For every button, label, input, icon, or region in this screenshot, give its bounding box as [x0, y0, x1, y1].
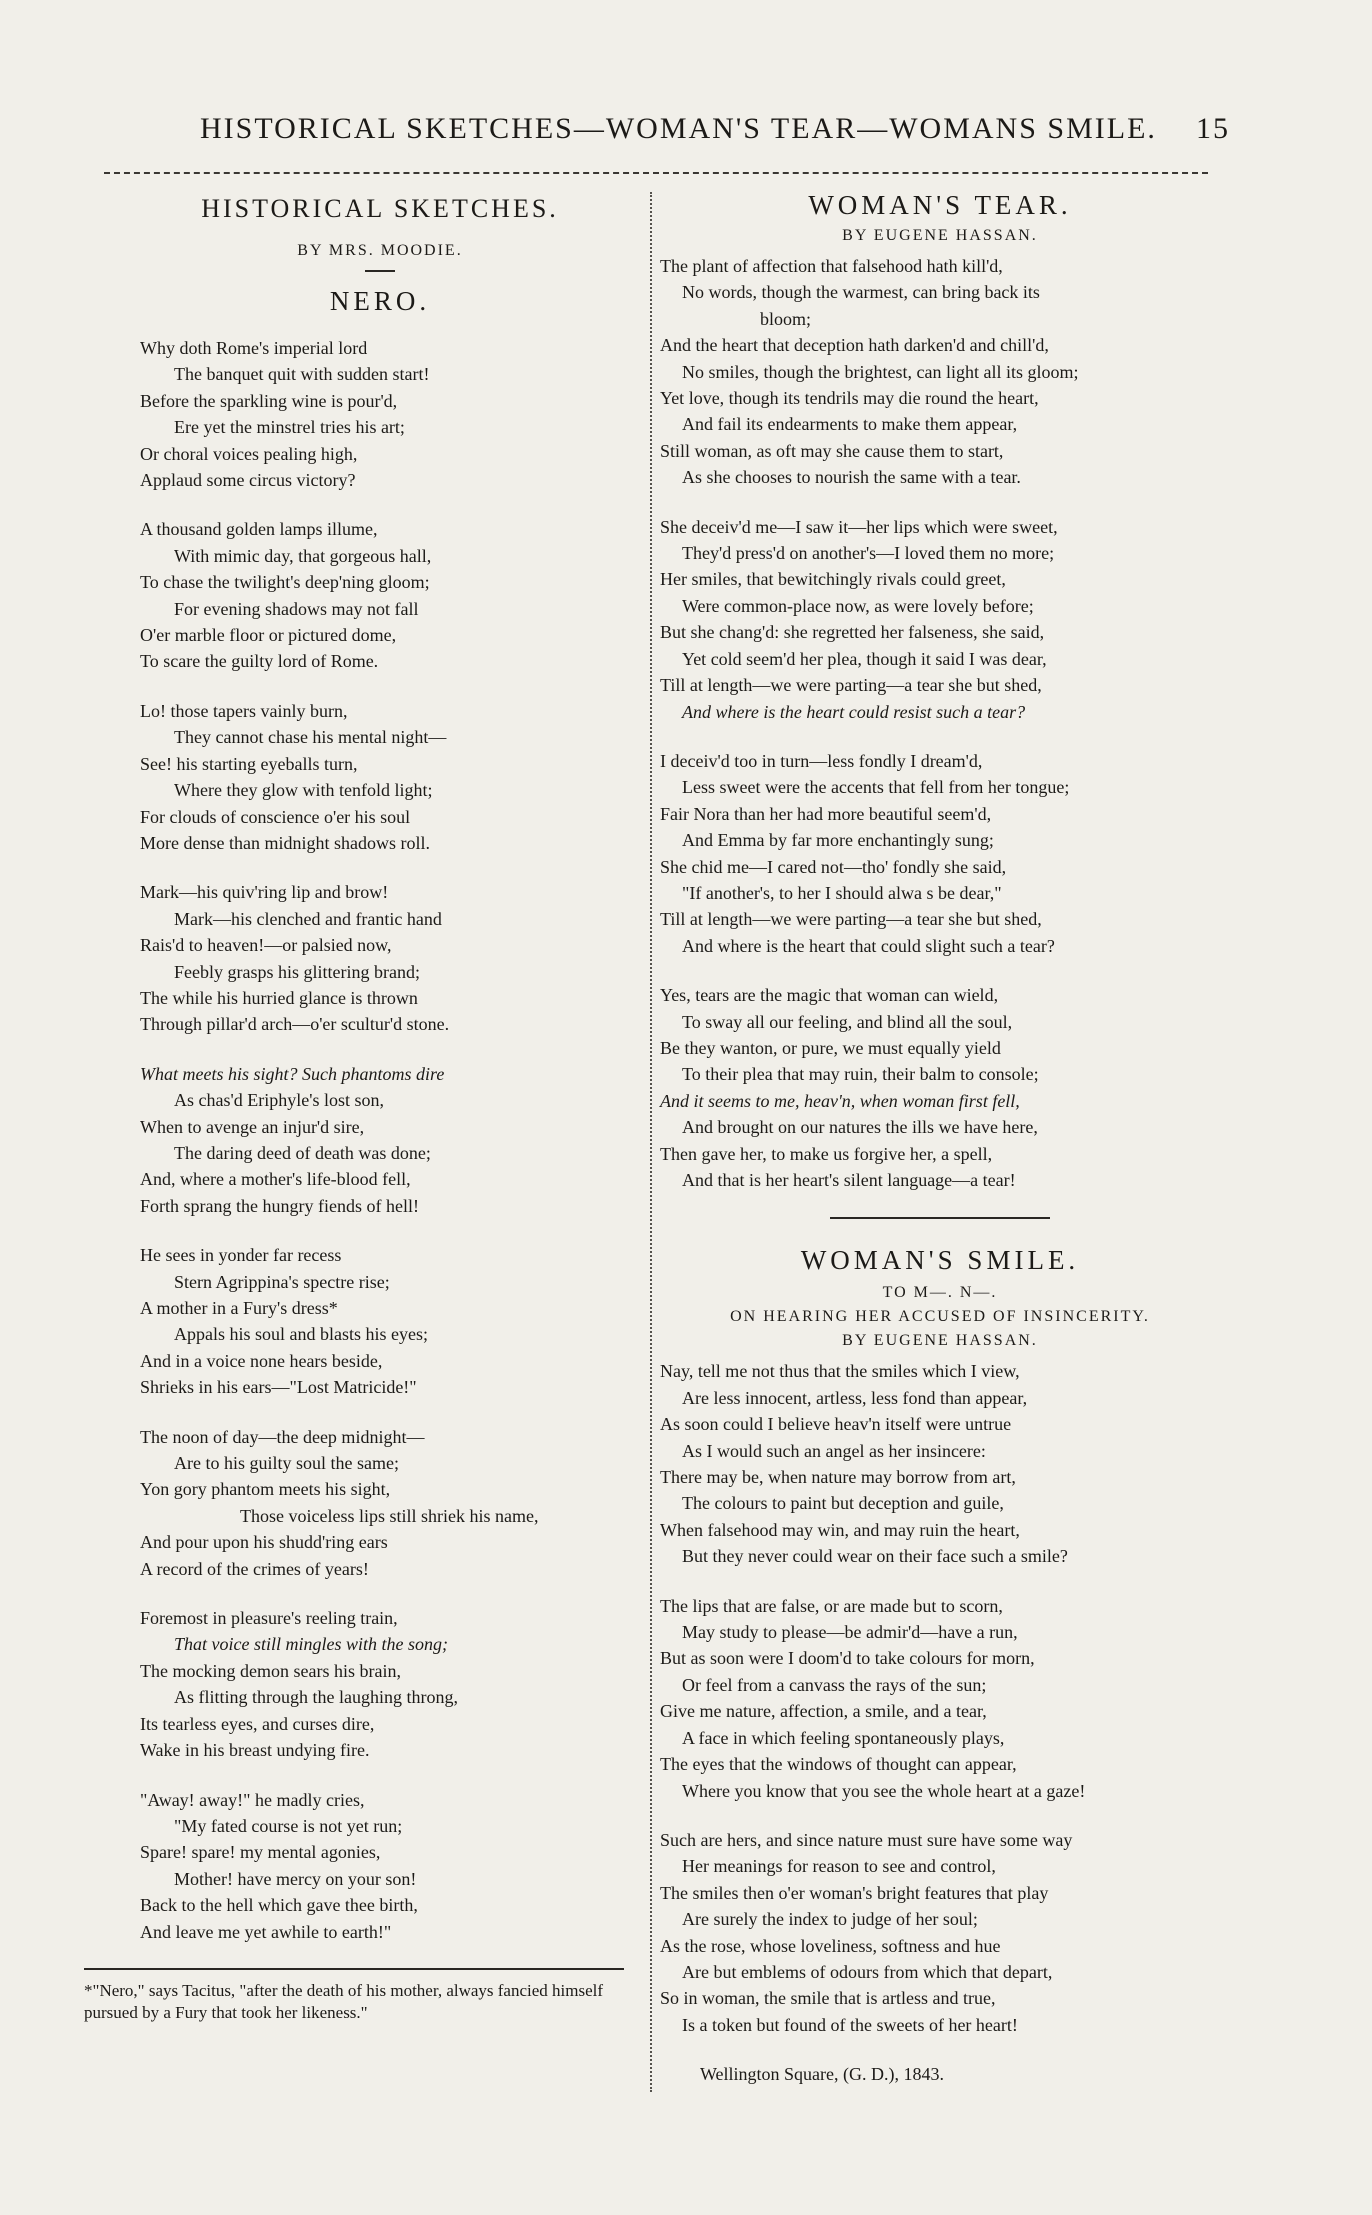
poem-line: And that is her heart's silent language—a tear! — [682, 1170, 1016, 1190]
footnote: *"Nero," says Tacitus, "after the death of his mother, always fancied himself pursued by a Fury that took her likeness." — [84, 1980, 604, 2022]
poem-title-womans-tear: WOMAN'S TEAR. — [808, 190, 1072, 220]
dedication: TO M—. N—. — [882, 1284, 998, 1302]
signature: Wellington Square, (G. D.), 1843. — [700, 2064, 945, 2085]
poem-line: Less sweet were the accents that fell from her tongue; — [682, 777, 1070, 798]
poem-line: So in woman, the smile that is artless and true, — [660, 1988, 996, 2009]
poem-line: As soon could I believe heav'n itself were untrue — [660, 1414, 1012, 1435]
stanza — [140, 335, 620, 493]
poem-line: "My fated course is not yet run; — [174, 1815, 403, 1836]
poem-line: She deceiv'd me—I saw it—her lips which were sweet, — [660, 516, 1058, 537]
poem-line: Still woman, as oft may she cause them to start, — [660, 440, 1004, 461]
poem-line: Where you know that you see the whole heart at a gaze! — [682, 1780, 1086, 1801]
poem-line: Back to the hell which gave thee birth, — [140, 1895, 418, 1916]
poem-line: Foremost in pleasure's reeling train, — [140, 1608, 398, 1629]
poem-line: When falsehood may win, and may ruin the heart, — [660, 1519, 1020, 1540]
stanza — [660, 748, 1220, 959]
poem-line: Lo! those tapers vainly burn, — [140, 700, 348, 721]
poem-line: And the heart that deception hath darken'd and chill'd, — [660, 335, 1049, 356]
poem-line: As chas'd Eriphyle's lost son, — [174, 1090, 384, 1111]
poem-line: The lips that are false, or are made but to scorn, — [660, 1595, 1003, 1616]
stanza — [660, 982, 1220, 1193]
poem-line: To their plea that may ruin, their balm to console; — [682, 1064, 1039, 1085]
poem-line: The daring deed of death was done; — [174, 1142, 431, 1163]
poem-line: For clouds of conscience o'er his soul — [140, 806, 411, 827]
poem-line: To chase the twilight's deep'ning gloom; — [140, 572, 430, 593]
poem-line: See! his starting eyeballs turn, — [140, 753, 358, 774]
poem-line: As I would such an angel as her insincere: — [682, 1440, 986, 1461]
poem-line: A thousand golden lamps illume, — [140, 519, 378, 540]
poem-line: Is a token but found of the sweets of her heart! — [682, 2014, 1018, 2035]
poem-line: Those voiceless lips still shriek his name, — [240, 1505, 539, 1526]
poem-line: Fair Nora than her had more beautiful seem'd, — [660, 803, 992, 824]
poem-title-womans-smile: WOMAN'S SMILE. — [800, 1245, 1080, 1276]
poem-line: When to avenge an injur'd sire, — [140, 1116, 365, 1137]
stanza — [140, 1605, 620, 1763]
poem-line: Appals his soul and blasts his eyes; — [174, 1324, 428, 1345]
poem-line: Then gave her, to make us forgive her, a spell, — [660, 1143, 993, 1164]
poem-line: And pour upon his shudd'ring ears — [140, 1532, 388, 1553]
poem-line: As flitting through the laughing throng, — [174, 1687, 458, 1708]
stanza — [660, 514, 1220, 725]
poem-line: More dense than midnight shadows roll. — [140, 832, 430, 853]
stanza — [140, 879, 620, 1037]
poem-line: Ere yet the minstrel tries his art; — [174, 417, 405, 438]
poem-line: Forth sprang the hungry fiends of hell! — [140, 1195, 419, 1216]
poem-line: Where they glow with tenfold light; — [174, 780, 433, 801]
poem-line: The while his hurried glance is thrown — [140, 987, 418, 1008]
poem-line: Mark—his clenched and frantic hand — [174, 908, 442, 929]
poem-line: No smiles, though the brightest, can light all its gloom; — [682, 361, 1079, 382]
stanza — [660, 1358, 1220, 1569]
subtitle: ON HEARING HER ACCUSED OF INSINCERITY. — [730, 1308, 1150, 1326]
stanza — [140, 698, 620, 856]
poem-line: Yet love, though its tendrils may die round the heart, — [660, 388, 1039, 409]
poem-line: No words, though the warmest, can bring back its — [682, 282, 1040, 303]
stanza — [140, 1061, 620, 1219]
short-rule — [365, 270, 395, 272]
poem-line: Till at length—we were parting—a tear she but shed, — [660, 909, 1042, 930]
poem-line: Mother! have mercy on your son! — [174, 1868, 417, 1889]
poem-line: The smiles then o'er woman's bright features that play — [660, 1882, 1049, 1903]
poem-line: As the rose, whose loveliness, softness and hue — [660, 1935, 1001, 1956]
stanza — [660, 1827, 1220, 2038]
poem-line: To sway all our feeling, and blind all the soul, — [682, 1011, 1013, 1032]
poem-line: "Away! away!" he madly cries, — [140, 1789, 365, 1810]
poem-line: O'er marble floor or pictured dome, — [140, 625, 397, 646]
poem-line: Were common-place now, as were lovely before; — [682, 595, 1034, 616]
poem-line: I deceiv'd too in turn—less fondly I dream'd, — [660, 750, 983, 771]
poem-nero — [140, 335, 620, 1945]
poem-line: And where is the heart that could slight such a tear? — [682, 935, 1055, 956]
poem-line: Her smiles, that bewitchingly rivals could greet, — [660, 569, 1006, 590]
poem-line: But she chang'd: she regretted her falseness, she said, — [660, 622, 1045, 643]
poem-line: May study to please—be admir'd—have a run, — [682, 1622, 1018, 1643]
poem-line: What meets his sight? Such phantoms dire — [140, 1063, 445, 1084]
poem-line: Before the sparkling wine is pour'd, — [140, 390, 398, 411]
poem-line: Mark—his quiv'ring lip and brow! — [140, 882, 389, 903]
poem-line: Or feel from a canvass the rays of the sun; — [682, 1674, 987, 1695]
poem-line: Through pillar'd arch—o'er scultur'd stone. — [140, 1014, 450, 1035]
poem-line: Yet cold seem'd her plea, though it said I was dear, — [682, 648, 1047, 669]
poem-line: And, where a mother's life-blood fell, — [140, 1169, 411, 1190]
poem-line: Stern Agrippina's spectre rise; — [174, 1271, 390, 1292]
poem-line: The colours to paint but deception and guile, — [682, 1493, 1004, 1514]
poem-line: Wake in his breast undying fire. — [140, 1740, 370, 1761]
poem-line: But they never could wear on their face such a smile? — [682, 1546, 1068, 1567]
poem-line: bloom; — [760, 308, 812, 329]
poem-line: And where is the heart could resist such a tear? — [682, 701, 1026, 722]
poem-line: Are to his guilty soul the same; — [174, 1453, 399, 1474]
poem-title-nero: NERO. — [329, 286, 431, 316]
header-rule — [104, 172, 1208, 174]
section-title: HISTORICAL SKETCHES. — [201, 194, 559, 223]
poem-line: And it seems to me, heav'n, when woman first fell, — [660, 1090, 1020, 1111]
poem-line: She chid me—I cared not—tho' fondly she said, — [660, 856, 1007, 877]
poem-line: A mother in a Fury's dress* — [140, 1298, 338, 1318]
poem-womans-smile — [660, 1358, 1220, 2038]
poem-line: Shrieks in his ears—"Lost Matricide!" — [140, 1377, 417, 1398]
poem-line: Her meanings for reason to see and control, — [682, 1856, 996, 1877]
poem-line: And brought on our natures the ills we have here, — [682, 1117, 1038, 1138]
poem-line: The banquet quit with sudden start! — [174, 364, 430, 385]
left-column — [84, 190, 620, 2024]
poem-line: Are surely the index to judge of her soul; — [682, 1909, 978, 1930]
poem-line: But as soon were I doom'd to take colours for morn, — [660, 1648, 1035, 1669]
stanza — [140, 1424, 620, 1582]
poem-line: With mimic day, that gorgeous hall, — [174, 545, 432, 566]
page-number: 15 — [1196, 112, 1230, 145]
poem-line: Or choral voices pealing high, — [140, 443, 358, 464]
stanza — [140, 1242, 620, 1400]
poem-line: Yes, tears are the magic that woman can wield, — [660, 985, 999, 1006]
poem-line: Its tearless eyes, and curses dire, — [140, 1713, 375, 1734]
stanza — [140, 516, 620, 674]
poem-line: The mocking demon sears his brain, — [140, 1660, 401, 1681]
poem-line: Nay, tell me not thus that the smiles which I view, — [660, 1361, 1020, 1382]
poem-line: A record of the crimes of years! — [140, 1558, 369, 1579]
stanza — [140, 1787, 620, 1945]
footnote-rule — [84, 1968, 624, 1970]
poem-line: And in a voice none hears beside, — [140, 1350, 383, 1371]
column-divider — [650, 192, 652, 2092]
byline-smile: BY EUGENE HASSAN. — [842, 1332, 1038, 1350]
right-column — [660, 190, 1220, 2087]
byline: BY MRS. MOODIE. — [297, 242, 463, 259]
poem-line: The noon of day—the deep midnight— — [140, 1426, 425, 1447]
poem-line: The plant of affection that falsehood hath kill'd, — [660, 256, 1003, 276]
poem-line: Be they wanton, or pure, we must equally yield — [660, 1037, 1001, 1058]
poem-line: For evening shadows may not fall — [174, 598, 419, 619]
stanza — [660, 253, 1220, 491]
poem-womans-tear — [660, 253, 1220, 1193]
poem-line: There may be, when nature may borrow from art, — [660, 1467, 1016, 1488]
poem-line: As she chooses to nourish the same with a tear. — [682, 467, 1021, 488]
poem-line: Rais'd to heaven!—or palsied now, — [140, 935, 392, 956]
poem-line: The eyes that the windows of thought can appear, — [660, 1754, 1017, 1775]
poem-line: Till at length—we were parting—a tear she but shed, — [660, 675, 1042, 696]
poem-line: He sees in yonder far recess — [140, 1245, 342, 1266]
poem-line: And Emma by far more enchantingly sung; — [682, 830, 994, 851]
poem-line: Are but emblems of odours from which that depart, — [682, 1961, 1053, 1982]
poem-line: Applaud some circus victory? — [140, 470, 356, 491]
poem-line: Are less innocent, artless, less fond than appear, — [682, 1387, 1028, 1408]
stanza — [660, 1593, 1220, 1804]
poem-line: And leave me yet awhile to earth!" — [140, 1921, 392, 1942]
poem-line: Such are hers, and since nature must sure have some way — [660, 1829, 1073, 1850]
poem-line: Give me nature, affection, a smile, and a tear, — [660, 1701, 987, 1722]
poem-line: Spare! spare! my mental agonies, — [140, 1842, 381, 1863]
separator-rule — [830, 1217, 1050, 1219]
poem-line: They'd press'd on another's—I loved them no more; — [682, 543, 1055, 564]
poem-line: They cannot chase his mental night— — [174, 727, 447, 748]
poem-line: To scare the guilty lord of Rome. — [140, 651, 379, 672]
poem-line: A face in which feeling spontaneously plays, — [682, 1727, 1005, 1748]
poem-line: Why doth Rome's imperial lord — [140, 338, 368, 358]
poem-line: Feebly grasps his glittering brand; — [174, 961, 420, 982]
byline-tear: BY EUGENE HASSAN. — [842, 227, 1038, 244]
poem-line: That voice still mingles with the song; — [174, 1634, 448, 1655]
poem-line: And fail its endearments to make them appear, — [682, 414, 1018, 435]
poem-line: Yon gory phantom meets his sight, — [140, 1479, 391, 1500]
running-title: HISTORICAL SKETCHES—WOMAN'S TEAR—WOMANS SMILE. — [200, 112, 1157, 145]
poem-line: "If another's, to her I should alwa s be dear," — [682, 882, 1002, 903]
